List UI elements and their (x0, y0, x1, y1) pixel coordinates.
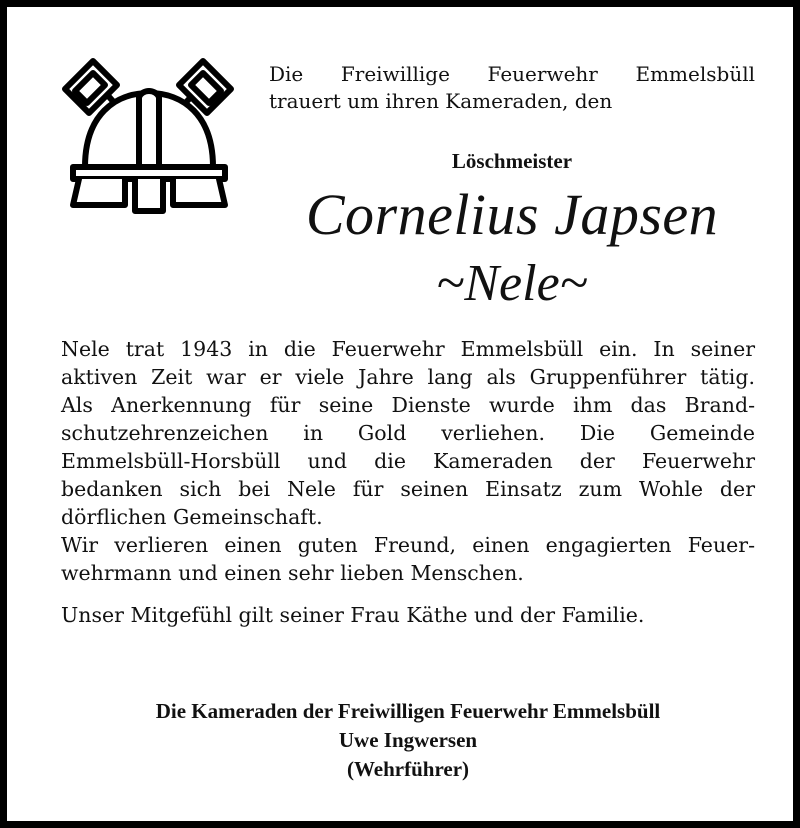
intro-line-1: Die Freiwillige Feuerwehr Emmelsbüll (269, 62, 755, 86)
body-line: wehrmann und einen sehr lieben Menschen. (61, 561, 524, 585)
signature-block (61, 697, 755, 784)
body-line: bedanken sich bei Nele für seinen Einsatz zum Wohle der (61, 477, 755, 501)
body-line: Als Anerkennung für seine Dienste wurde ihm das Brand- (61, 393, 755, 417)
body-line: Wir verlieren einen guten Freund, einen engagierten Feuer- (61, 533, 755, 557)
signature-role: (Wehrführer) (346, 757, 470, 781)
intro-line-2: trauert um ihren Kameraden, den (269, 89, 613, 113)
body-line: Emmelsbüll-Horsbüll und die Kameraden der Feuerwehr (61, 449, 755, 473)
body-line: schutzehrenzeichen in Gold verliehen. Die Gemeinde (61, 421, 755, 445)
deceased-nickname: ~Nele~ (436, 255, 588, 312)
deceased-name: Cornelius Japsen (305, 182, 719, 247)
body-line: Nele trat 1943 in die Feuerwehr Emmelsbüll ein. In seiner (61, 337, 755, 361)
body-line: dörflichen Gemeinschaft. (61, 505, 323, 529)
closing-line: Unser Mitgefühl gilt seiner Frau Käthe und der Familie. (61, 603, 645, 627)
signature-line-1: Die Kameraden der Freiwilligen Feuerwehr Emmelsbüll (155, 699, 661, 723)
body-line: aktiven Zeit war er viele Jahre lang als Gruppenführer tätig. (61, 365, 755, 389)
obituary-body (61, 335, 755, 629)
fire-brigade-helmet-crossed-axes-icon (55, 55, 241, 215)
rank-title: Löschmeister (451, 149, 573, 173)
intro-text (269, 61, 755, 115)
signature-name: Uwe Ingwersen (338, 728, 478, 752)
